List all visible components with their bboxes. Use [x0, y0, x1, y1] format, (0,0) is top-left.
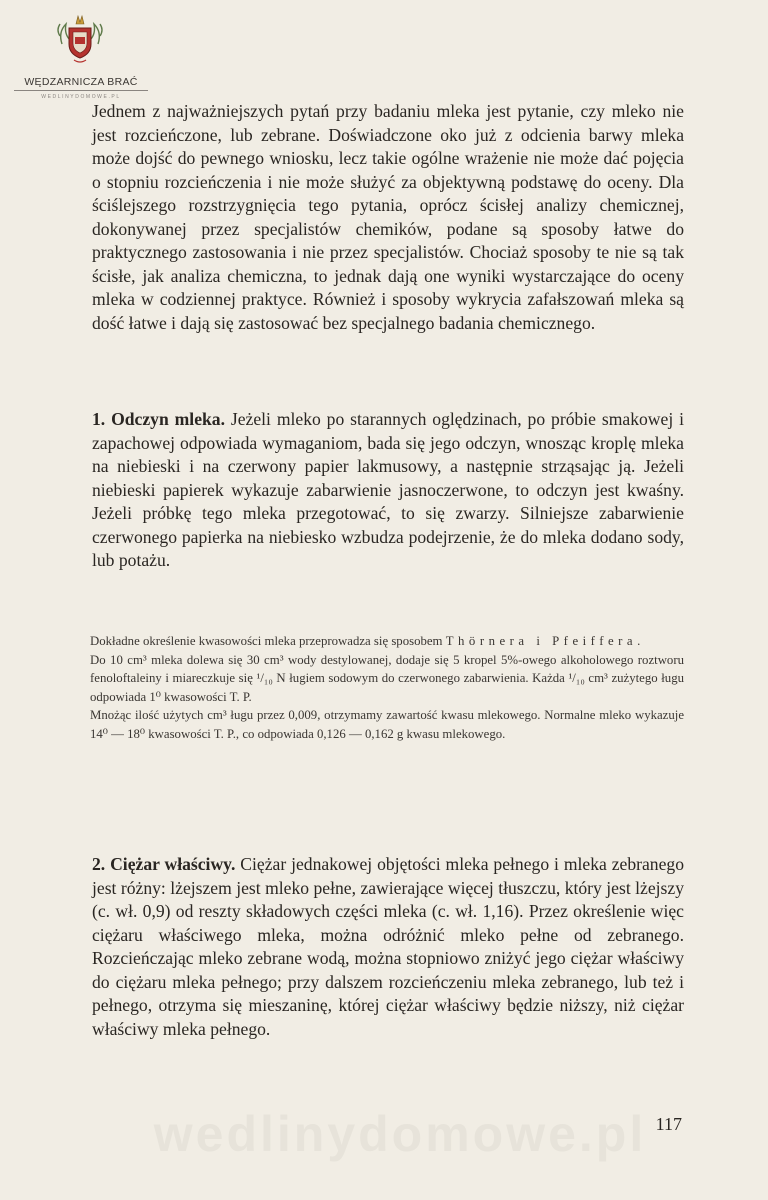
page-number: 117 — [655, 1114, 682, 1134]
watermark: wedlinydomowe.pl — [153, 1106, 647, 1162]
crest-icon — [54, 10, 106, 68]
note-procedure: Do 10 cm³ mleka dolewa się 30 cm³ wody destylowanej, dodaje się 5 kropel 5%-owego alkoholowego roztworu fenoloftaleiny i miareczkuje się ¹/₁₀ N ługiem sodowym do czerwonego zabarwienia. Każda ¹/₁₀ cm³ zużytego ługu odpowiada 1⁰ kwasowości T. P. — [90, 652, 684, 704]
section-milk-reaction — [92, 408, 684, 573]
section-heading: 2. Ciężar właściwy. — [92, 854, 236, 874]
section-heading: 1. Odczyn mleka. — [92, 409, 225, 429]
section-text: Jeżeli mleko po starannych oględzinach, po próbie smakowej i zapachowej odpowiada wymaganiom, bada się jego odczyn, wnosząc kroplę mleka na niebieski i na czerwony papier lakmusowy, a następnie strząsając ją. Jeżeli niebieski papierek wykazuje zabarwienie jasnoczerwone, to odczyn jest kwaśny. Jeżeli próbkę tego mleka przegotować, to się zwarzy. Silniejsze zabarwienie czerwonego papierka na niebiesko wzbudza podejrzenie, że do mleka dodano sody, lub potażu. — [92, 409, 684, 570]
note-acidity: Dokładne określenie kwasowości mleka przeprowadza się sposobem Thörnera i Pfeiffera. — [90, 634, 645, 648]
note-calculation: Mnożąc ilość użytych cm³ ługu przez 0,009, otrzymamy zawartość kwasu mlekowego. Normalne mleko wykazuje 14⁰ — 18⁰ kwasowości T. P., co odpowiada 0,126 — 0,162 g kwasu mlekowego. — [90, 708, 684, 741]
note-method-name: Thörnera i Pfeiffera. — [445, 634, 645, 648]
footnotes — [90, 632, 684, 744]
brand-divider — [14, 90, 148, 91]
section-text: Ciężar jednakowej objętości mleka pełnego i mleka zebranego jest różny: lżejszem jest mleko pełne, zawierające więcej tłuszczu, który jest lżejszy (c. wł. 0,9) od reszty składowych części mleka (c. wł. 1,16). Przez określenie więc ciężaru właściwego mleka, można odróżnić mleko pełne od zebranego. Rozcieńczając mleko zebrane wodą, można stopniowo zniżyć jego ciężar właściwy do ciężaru mleka pełnego; przy dalszem rozcieńczeniu mleka zebranego, lub też i pełnego, otrzyma się mieszaninę, której ciężar właściwy będzie niższy, niż ciężar właściwy mleka pełnego. — [92, 854, 684, 1039]
brand-website: WEDLINYDOMOWE.PL — [41, 94, 121, 100]
intro-paragraph: Jednem z najważniejszych pytań przy badaniu mleka jest pytanie, czy mleko nie jest rozcieńczone, lub zebrane. Doświadczone oko już z odcienia barwy mleka może dojść do pewnego wniosku, lecz takie ogólne wrażenie nie może dać pojęcia o stopniu rozcieńczenia i nie może służyć za objektywną podstawę do oceny. Dla ściślejszego rozstrzygnięcia tego pytania, oprócz ścisłej analizy chemicznej, dokonywanej przez specjalistów chemików, podane są sposoby łatwe do praktycznego zastosowania i nie przez specjalistów. Chociaż sposoby te nie są tak ścisłe, jak analiza chemiczna, to jednak dają one wyniki wystarczające do oceny mleka w codziennej praktyce. Również i sposoby wykrycia zafałszowań mleka są dość łatwe i dają się zastosować bez specjalnego badania chemicznego. — [92, 101, 684, 333]
brand-name: WĘDZARNICZA BRAĆ — [24, 76, 138, 88]
section-specific-gravity — [92, 853, 684, 1041]
